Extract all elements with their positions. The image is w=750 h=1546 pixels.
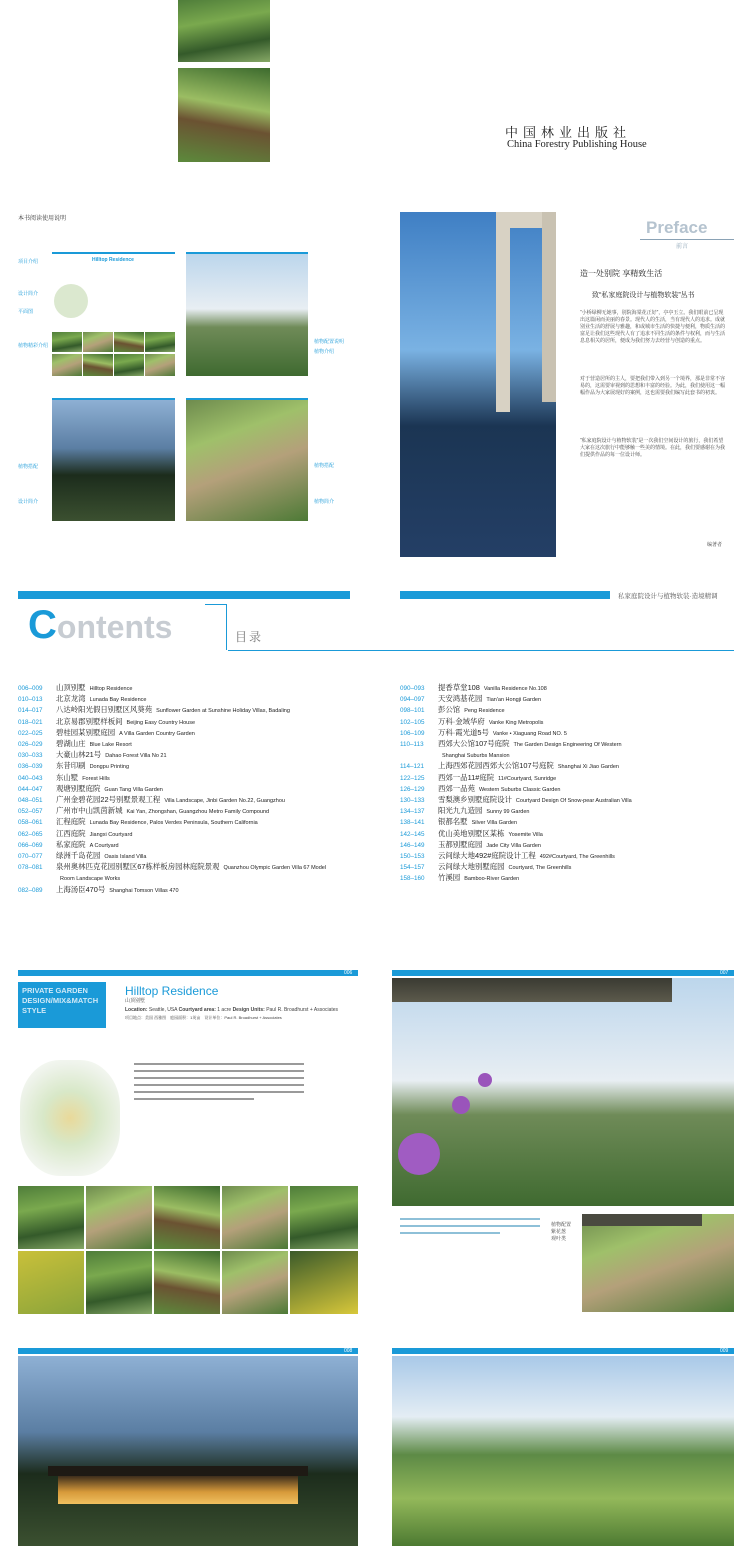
toc-title-en: Dongpu Printing [89, 764, 130, 771]
toc-page-range: 158–160 [400, 875, 425, 883]
toc-title-cn: 云间绿大地492#庭院设计工程 [438, 851, 536, 860]
toc-title-cn: 万科·金域华府 [438, 716, 485, 726]
toc-entry [18, 885, 179, 896]
toc-title-en: Western Suburbs Classic Garden [478, 786, 561, 793]
toc-entry [18, 840, 119, 851]
preface-paragraph: “私家庭院设计与植物软装”是一次我们空间设计的旅行，我们希望大家在这次旅行中能够触一些美的情境。在此，我们要感谢在为我们提供作品的每一位设计师。 [580, 438, 726, 458]
toc-title-en: Peng Residence [464, 708, 505, 715]
toc-title-cn: 大豪山林21号 [56, 750, 102, 760]
toc-entry [18, 817, 258, 828]
contents-bar-right [400, 591, 610, 599]
toc-title-cn: 广州金碧花园22号别墅景观工程 [56, 795, 161, 804]
guide-thumb [145, 332, 175, 352]
toc-title-cn: 北京易郡别墅样板间 [56, 716, 123, 726]
toc-entry [400, 728, 567, 739]
guide-callout: 项目介绍 [18, 259, 39, 265]
page-number: 006 [344, 970, 353, 976]
toc-entry [18, 806, 269, 817]
toc-page-range: 070–077 [18, 853, 43, 860]
toc-title-en: Quanzhou Olympic Garden Villa 67 Model [223, 865, 327, 872]
toc-page-range: 036–039 [18, 763, 43, 771]
toc-title-cn: 泉州奥林匹克花园别墅区67栋样板房园林庭院景观 [56, 862, 220, 872]
plant-photo [86, 1251, 152, 1314]
toc-entry [400, 817, 517, 828]
guide-thumb [114, 332, 144, 352]
toc-title-cn: 阳光九九造园 [438, 806, 483, 816]
toc-entry [400, 795, 632, 806]
roof-overhang [582, 1214, 702, 1226]
preface-paragraph: 对于营造居所的主人，要把我们带入到另一个境界，那是非常不容易的，这需要审视到的思想和丰富的经验。为此，我们使用这一幅幅作品为大家展现好的案例，这也需要我们编写此套书的初衷。 [580, 376, 726, 396]
toc-title-en: Sunny 99 Garden [486, 809, 530, 816]
guide-callout: 植物精彩介绍 [18, 343, 49, 349]
toc-title-cn: 西郊一品11#庭院 [438, 772, 495, 782]
toc-entry [18, 683, 132, 694]
preface-line1: 造一处别院 享精致生活 [580, 269, 663, 278]
guide-callout: 植物搭配 [314, 463, 335, 469]
toc-title-cn: 彭公馆 [438, 705, 461, 715]
toc-title-cn: 上海西郊花园西郊大公馆107号庭院 [438, 761, 554, 771]
guide-sample-map [54, 284, 88, 318]
style-tag [18, 982, 106, 1028]
toc-title-cn: 万科·霞光道5号 [438, 727, 489, 737]
toc-title-cn: 上海汤臣470号 [56, 884, 106, 894]
cover-photo-pond [178, 0, 270, 62]
toc-entry [18, 761, 129, 772]
guide-thumb [52, 332, 82, 352]
toc-title-en: Blue Lake Resort [89, 742, 132, 748]
toc-title-cn: 碧桂园某别墅庭园 [56, 727, 116, 737]
toc-title-en: Forest Hills [82, 775, 110, 782]
toc-title-cn: 江西庭院 [56, 828, 86, 838]
plant-photo [18, 1251, 84, 1314]
toc-title-cn: 私家庭院 [56, 839, 86, 849]
spread1-bar-right [392, 970, 734, 976]
toc-page-range: 098–101 [400, 707, 425, 715]
preface-photo-wall [542, 212, 556, 402]
publisher-name-en: China Forestry Publishing House [507, 139, 647, 150]
guide-callout: 植物配置说明 [314, 339, 345, 345]
toc-entry [400, 873, 519, 884]
toc-entry [400, 739, 622, 750]
toc-entry [400, 694, 541, 705]
project-meta: Location: Seattle, USA Courtyard area: 1 acre Design Units: Paul R. Broadhurst + Associates [125, 1007, 339, 1013]
guide-sample-page-right [186, 252, 308, 376]
guide-callout: 植物介绍 [314, 349, 335, 355]
toc-title-cn: 雪梨澳乡别墅庭院设计 [438, 795, 512, 804]
toc-entry [18, 851, 146, 862]
toc-entry [400, 829, 543, 840]
preface-line2: 致“私家庭院设计与植物软装”丛书 [592, 292, 695, 299]
toc-title-en: Bamboo-River Garden [464, 876, 520, 883]
preface-paragraph: “小桥绿柳无她事，别院海棠花正好”，亭亭玉立。我们眼前已呈现出这篇闲而美丽的春景。现代人的生活，当有现代人的追求。成就别业生活的舒展与雅趣，和或城市生活的快捷与便利，物质生活的富足让我们这些现代人有了追求不同生活的条件与权利，而与生活息息相关的居所，便成为我们努力去经营与创造的重点。 [580, 310, 726, 344]
guide-callout: 设计简介 [18, 499, 39, 505]
toc-title-en: Silver Villa Garden [471, 820, 518, 827]
toc-title-cn: 玉都别墅庭园 [438, 839, 483, 849]
allium-flower [478, 1073, 492, 1087]
toc-title-en: Shanghai Tomson Villas 470 [109, 887, 179, 894]
caption-line [400, 1232, 500, 1234]
toc-title-cn: 天安鸿基花园 [438, 694, 483, 704]
guide-thumb [83, 354, 113, 376]
toc-entry [18, 717, 195, 728]
toc-entry [18, 873, 120, 884]
project-title: Hilltop Residence [125, 984, 219, 998]
toc-title-en: Lunada Bay Residence [89, 697, 147, 704]
guide-callout: 平面图 [18, 309, 34, 315]
contents-heading-cn: 目录 [235, 630, 264, 644]
toc-page-range: 052–057 [18, 808, 43, 816]
plant-photo [154, 1186, 220, 1249]
toc-page-range: 138–141 [400, 819, 425, 827]
toc-page-range: 014–017 [18, 707, 43, 715]
toc-page-range: 126–129 [400, 785, 425, 793]
toc-title-en: Vanilla Residence No.108 [483, 686, 547, 692]
toc-title-en: Tian'an Hongji Garden [486, 697, 542, 704]
roof-overhang [392, 978, 672, 1002]
toc-title-en: 11#Courtyard, Sunridge [498, 775, 557, 782]
contents-rule [228, 650, 734, 651]
toc-page-range: 026–029 [18, 741, 43, 748]
caption-line [400, 1218, 540, 1220]
guide-sample-title: Hilltop Residence [92, 257, 134, 263]
toc-page-range: 142–145 [400, 830, 425, 838]
caption-line [400, 1225, 540, 1227]
toc-title-en: Lunada Bay Residence, Palos Verdes Peninsula, Southern California [89, 820, 258, 827]
toc-title-cn: 山顶别墅 [56, 683, 86, 692]
toc-title-en: Yosemite Villa [508, 831, 543, 838]
toc-page-range: 114–121 [400, 763, 425, 771]
guide-sample-page [52, 398, 175, 521]
toc-page-range: 134–137 [400, 808, 425, 816]
publisher-name-cn: 中国林业出版社 [505, 126, 632, 141]
spread2-bar-right [392, 1348, 734, 1354]
allium-flower [398, 1133, 440, 1175]
toc-page-range: 090–093 [400, 685, 425, 692]
body-text-line [134, 1077, 304, 1079]
project-meta-cn: 项目地点：美国 西雅图 庭园面积：1英亩 设计单位：Paul R. Broadhurst + Associates [125, 1015, 282, 1020]
toc-title-cn: 竹溪园 [438, 873, 461, 883]
toc-page-range: 010–013 [18, 696, 43, 704]
toc-page-range: 006–009 [18, 685, 43, 692]
toc-title-cn: 北京龙湾 [56, 694, 86, 704]
toc-entry [18, 739, 132, 750]
toc-entry [400, 761, 619, 772]
toc-title-en: Beijing Easy Country House [126, 719, 196, 726]
guide-title: 本书阅读使用说明 [18, 216, 67, 222]
toc-title-cn: 广州市中山凯茵新城 [56, 806, 123, 816]
toc-title-en: Sunflower Garden at Sunshine Holiday Villas, Badaling [156, 708, 290, 715]
plant-photo [154, 1251, 220, 1314]
spread2-bar-left [18, 1348, 358, 1354]
toc-title-en: A Courtyard [89, 842, 119, 849]
plant-photo [222, 1251, 288, 1314]
toc-title-en: Hilltop Residence [89, 686, 133, 692]
toc-page-range: 048–051 [18, 797, 43, 804]
allium-flower [452, 1096, 470, 1114]
toc-title-cn: 东山墅 [56, 772, 79, 782]
guide-thumb [114, 354, 144, 376]
toc-title-en: Vanke King Metropolis [488, 719, 544, 726]
style-tag-line: DESIGN/MIX&MATCH [22, 996, 99, 1005]
house-dusk-photo [18, 1356, 358, 1546]
page-number: 009 [720, 1348, 729, 1354]
toc-title-en: Room Landscape Works [60, 876, 121, 883]
toc-title-en: Jiangxi Courtyard [89, 831, 133, 838]
toc-page-range: 122–125 [400, 774, 425, 782]
caption-label: 紫花葱 [551, 1229, 567, 1235]
caption-label: 观叶类 [551, 1236, 567, 1242]
toc-title-en: Villa Landscape, Jinbi Garden No.22, Guangzhou [164, 798, 285, 804]
guide-callout: 植物简介 [314, 499, 335, 505]
toc-page-range: 022–025 [18, 729, 43, 737]
guide-sample-page [186, 398, 308, 521]
toc-entry [400, 840, 541, 851]
toc-title-en: The Garden Design Engineering Of Western [513, 742, 622, 748]
toc-page-range: 150–153 [400, 853, 425, 860]
toc-page-range: 062–065 [18, 830, 43, 838]
toc-entry [400, 683, 547, 694]
toc-page-range: 094–097 [400, 696, 425, 704]
toc-entry [18, 750, 167, 761]
toc-title-en: Kai Yan, Zhongshan, Guangzhou Metro Family Compound [126, 809, 270, 816]
toc-title-cn: 云间绿大地别墅庭园 [438, 862, 505, 872]
preface-heading-en: Preface [646, 218, 708, 237]
contents-bar-left [18, 591, 350, 599]
guide-sample-page [52, 252, 175, 376]
style-tag-line: PRIVATE GARDEN [22, 986, 88, 995]
preface-heading-cn: 前言 [676, 244, 689, 250]
toc-entry [18, 862, 326, 873]
toc-entry [18, 773, 110, 784]
site-plan [20, 1060, 120, 1176]
toc-page-range: 058–061 [18, 819, 43, 827]
toc-page-range: 066–069 [18, 841, 43, 849]
toc-title-en: Jade City Villa Garden [486, 842, 541, 849]
toc-title-cn: 提香草堂108 [438, 683, 480, 692]
guide-thumb [145, 354, 175, 376]
toc-title-cn: 汇程庭院 [56, 817, 86, 827]
toc-title-en: Courtyard Design Of Snow-pear Australian Villa [515, 798, 632, 804]
toc-entry [400, 717, 543, 728]
toc-entry [400, 862, 571, 873]
toc-entry [18, 795, 285, 806]
toc-entry [400, 705, 505, 716]
toc-title-en: Vanke • Xiaguang Road NO. 5 [492, 730, 567, 737]
toc-page-range: 078–081 [18, 864, 43, 872]
style-tag-line: STYLE [22, 1006, 47, 1015]
body-text-line [134, 1098, 254, 1100]
toc-title-en: Shanghai Suburbs Mansion [442, 753, 510, 760]
toc-title-en: Oasis Island Villa [104, 854, 147, 860]
main-garden-photo [392, 978, 734, 1206]
toc-entry [400, 750, 510, 761]
lit-house [58, 1474, 298, 1504]
guide-thumb [52, 354, 82, 376]
toc-title-en: Guan Tang Villa Garden [104, 786, 163, 793]
toc-title-cn: 碧湖山庄 [56, 739, 86, 748]
toc-entry [18, 784, 163, 795]
toc-title-cn: 银都名墅 [438, 817, 468, 827]
toc-page-range: 102–105 [400, 718, 425, 726]
toc-entry [400, 806, 529, 817]
contents-bracket [205, 604, 227, 650]
toc-title-cn: 东昔印刷 [56, 761, 86, 771]
toc-page-range: 106–109 [400, 729, 425, 737]
toc-title-cn: 优山美地别墅区某栋 [438, 828, 505, 838]
toc-title-en: A Villa Garden Country Garden [119, 730, 195, 737]
toc-title-cn: 西郊一品苑 [438, 783, 475, 793]
toc-title-cn: 观塘别墅庭院 [56, 783, 101, 793]
plant-photo [290, 1251, 358, 1314]
toc-page-range: 030–033 [18, 752, 43, 760]
toc-title-en: Dahao Forest Villa No 21 [105, 753, 167, 760]
toc-title-en: Shanghai Xi Jiao Garden [557, 764, 619, 771]
plant-photo [222, 1186, 288, 1249]
preface-signature: 编著者 [707, 542, 723, 548]
toc-page-range: 110–113 [400, 741, 424, 748]
caption-label: 植物配置 [551, 1222, 572, 1228]
toc-page-range: 044–047 [18, 785, 43, 793]
toc-entry [400, 851, 615, 862]
body-text-line [134, 1084, 304, 1086]
contents-heading [28, 604, 172, 646]
project-title-cn: 山顶别墅 [125, 998, 146, 1004]
contents-heading-c: C [28, 603, 57, 647]
house-roof [48, 1466, 308, 1476]
detail-garden-photo [582, 1214, 734, 1312]
preface-underline [640, 239, 734, 240]
toc-entry [400, 784, 561, 795]
plant-photo [86, 1186, 152, 1249]
toc-entry [18, 728, 195, 739]
preface-photo [400, 212, 556, 557]
page-number: 007 [720, 970, 729, 976]
toc-page-range: 154–157 [400, 864, 425, 872]
cover-photo-raised-beds [178, 68, 270, 162]
page-number: 008 [344, 1348, 353, 1354]
toc-page-range: 018–021 [18, 718, 43, 726]
toc-entry [18, 705, 290, 716]
body-text-line [134, 1091, 304, 1093]
toc-entry [400, 773, 556, 784]
toc-title-en: Courtyard, The Greenhills [508, 865, 572, 872]
toc-entry [18, 694, 146, 705]
meadow-photo [392, 1356, 734, 1546]
contents-heading-rest: ontents [56, 609, 173, 645]
body-text-line [134, 1070, 304, 1072]
guide-thumb [83, 332, 113, 352]
toc-entry [18, 829, 132, 840]
series-tag: 私家庭院设计与植物软装·造境精调 [618, 593, 718, 600]
toc-title-en: 492#Courtyard, The Greenhills [539, 854, 615, 860]
plant-photo [18, 1186, 84, 1249]
preface-photo-wall [496, 212, 510, 412]
toc-title-cn: 绿洲千岛花园 [56, 851, 101, 860]
toc-page-range: 082–089 [18, 886, 43, 894]
toc-title-cn: 西郊大公馆107号庭院 [438, 739, 510, 748]
toc-page-range: 146–149 [400, 841, 425, 849]
toc-title-cn: 八达岭阳光假日别墅区风葵苑 [56, 705, 153, 715]
guide-callout: 植物搭配 [18, 464, 39, 470]
toc-page-range: 040–043 [18, 774, 43, 782]
spread1-bar-left [18, 970, 358, 976]
body-text-line [134, 1063, 304, 1065]
guide-callout: 设计简介 [18, 291, 39, 297]
plant-photo [290, 1186, 358, 1249]
toc-page-range: 130–133 [400, 797, 425, 804]
